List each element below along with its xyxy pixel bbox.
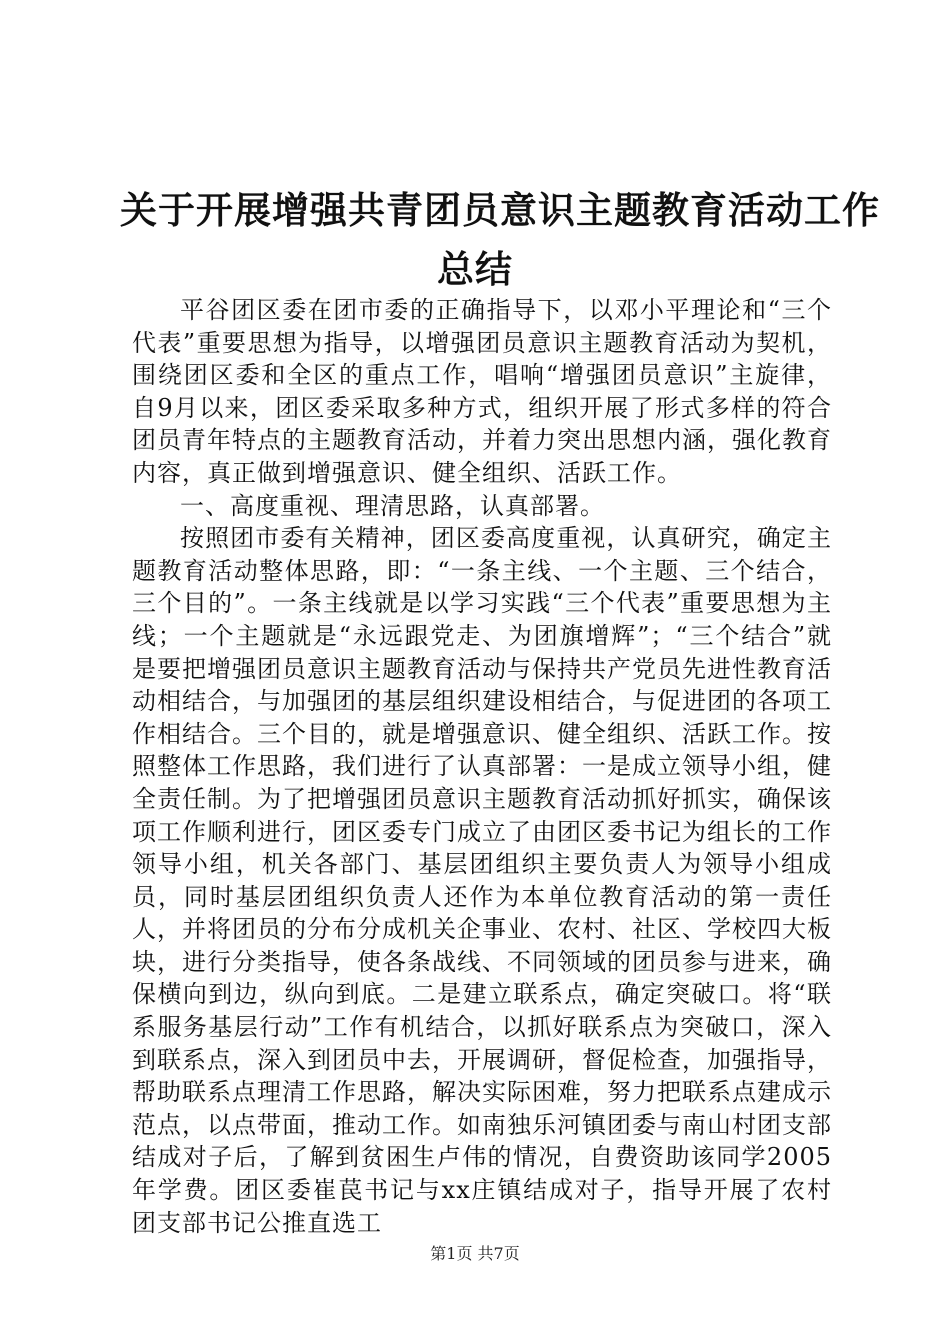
body-paragraph: 按照团市委有关精神，团区委高度重视，认真研究，确定主题教育活动整体思路，即：“一条主线、一个主题、三个结合，三个目的”。一条主线就是以学习实践“三个代表”重要思想为主线；一个主题就是“永远跟党走、为团旗增辉”；“三个结合”就是要把增强团员意识主题教育活动与保持共产党员先进性教育活动相结合，与加强团的基层组织建设相结合，与促进团的各项工作相结合。三个目的，就是增强意识、健全组织、活跃工作。按照整体工作思路，我们进行了认真部署：一是成立领导小组，健全责任制。为了把增强团员意识主题教育活动抓好抓实，确保该项工作顺利进行，团区委专门成立了由团区委书记为组长的工作领导小组，机关各部门、基层团组织主要负责人为领导小组成员，同时基层团组织负责人还作为本单位教育活动的第一责任人，并将团员的分布分成机关企事业、农村、社区、学校四大板块，进行分类指导，使各条战线、不同领域的团员参与进来，确保横向到边，纵向到底。二是建立联系点，确定突破口。将“联系服务基层行动”工作有机结合，以抓好联系点为突破口，深入到联系点，深入到团员中去，开展调研，督促检查，加强指导，帮助联系点理清工作思路，解决实际困难，努力把联系点建成示范点，以点带面，推动工作。如南独乐河镇团委与南山村团支部结成对子后，了解到贫困生卢伟的情况，自费资助该同学2005年学费。团区委崔苠书记与xx庄镇结成对子，指导开展了农村团支部书记公推直选工 <box>132 524 832 1237</box>
page-number-footer: 第1页 共7页 <box>430 1244 520 1263</box>
document-title-line-2: 总结 <box>437 248 513 291</box>
intro-paragraph: 平谷团区委在团市委的正确指导下，以邓小平理论和“三个代表”重要思想为指导，以增强团员意识主题教育活动为契机，围绕团区委和全区的重点工作，唱响“增强团员意识”主旋律，自9月以来，团区委采取多种方式，组织开展了形式多样的符合团员青年特点的主题教育活动，并着力突出思想内涵，强化教育内容，真正做到增强意识、健全组织、活跃工作。 <box>132 296 832 487</box>
document-body <box>132 294 832 1239</box>
section-heading: 一、高度重视、理清思路，认真部署。 <box>180 491 605 520</box>
document-title-line-1: 关于开展增强共青团员意识主题教育活动工作 <box>120 189 880 232</box>
